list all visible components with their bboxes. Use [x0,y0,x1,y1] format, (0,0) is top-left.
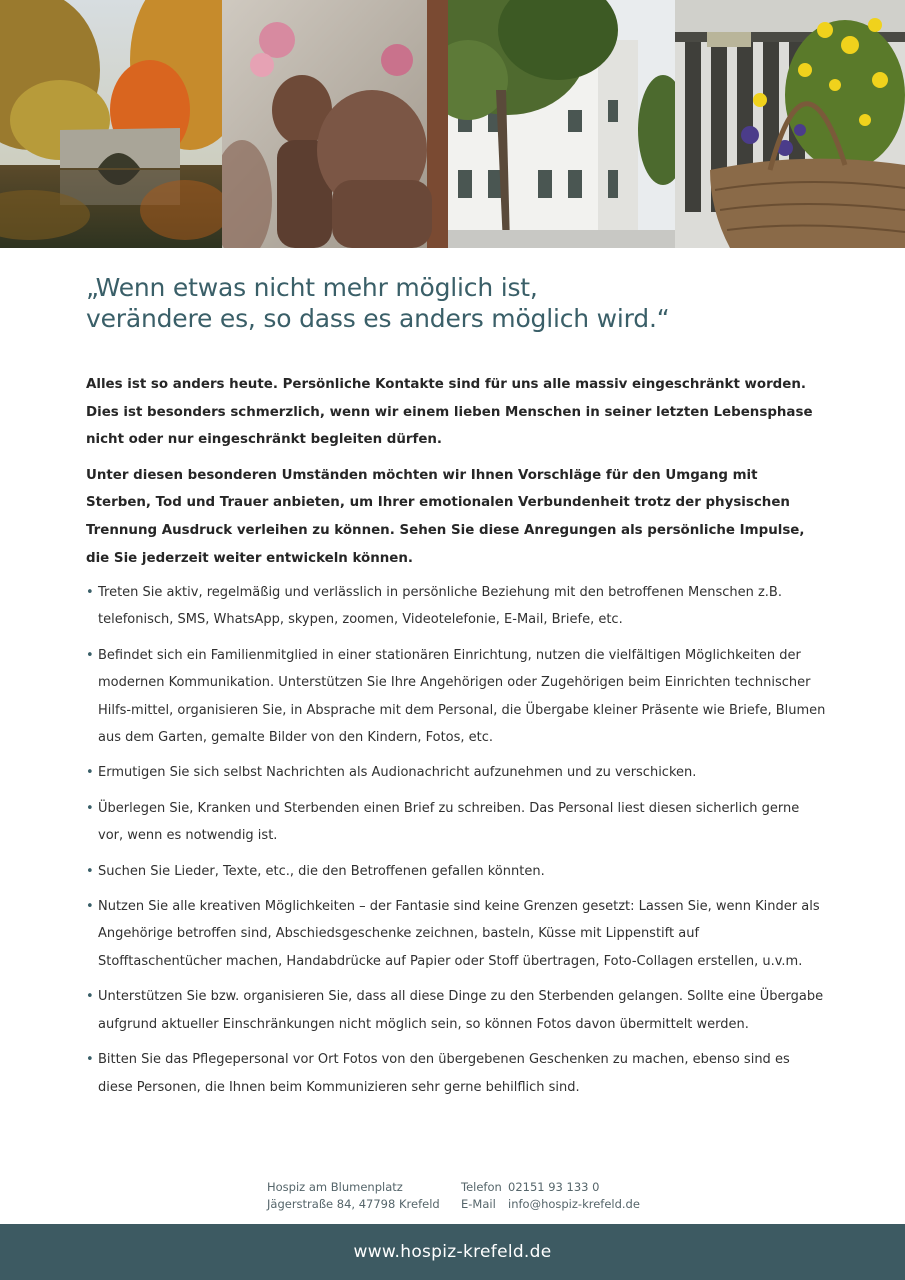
clay-figures-image [222,0,448,248]
bridge-autumn-image [0,0,222,248]
footer-bar [0,1224,905,1280]
flower-basket-image [675,0,905,248]
org-name: Hospiz am Blumenplatz [267,1180,403,1194]
bullet-icon: • [86,585,94,600]
website-link[interactable]: www.hospiz-krefeld.de [353,1242,552,1262]
footer-address-block [267,1179,440,1213]
quote-heading [86,272,846,334]
bullet-icon: • [86,647,94,663]
list-item [86,983,826,1038]
list-item-text: Überlegen Sie, Kranken und Sterbenden einen Brief zu schreiben. Das Personal liest diesen sicherlich gerne vor, wenn es notwendig ist. [98,800,800,844]
quote-line-2: verändere es, so dass es anders möglich wird.“ [86,304,670,333]
list-item-text: Treten Sie aktiv, regelmäßig und verlässlich in persönliche Beziehung mit den betroffenen Menschen z.B. telefonisch, SMS, WhatsApp, skypen, zoomen, Videotelefonie, E-Mail, Briefe, etc. [98,585,782,628]
list-item-text: Suchen Sie Lieder, Texte, etc., die den Betroffenen gefallen könnten. [98,863,545,879]
list-item-text: Befindet sich ein Familienmitglied in einer stationären Einrichtung, nutzen die vielfältigen Möglichkeiten der modernen Kommunikation. Unterstützen Sie Ihre Angehörigen oder Zugehörigen beim Einrichten technischer Hilfs-mittel, organisieren Sie, in Absprache mit dem Personal, die Übergabe kleiner Präsente wie Briefe, Blumen aus dem Garten, gemalte Bilder von den Kindern, Fotos, etc. [98,647,826,746]
intro-paragraph-2: Unter diesen besonderen Umständen möchten wir Ihnen Vorschläge für den Umgang mit Sterben, Tod und Trauer anbieten, um Ihrer emotionalen Verbundenheit trotz der physischen Trennung Ausdruck verleihen zu können. Sehen Sie diese Anregungen als persönliche Impulse, die Sie jederzeit weiter entwickeln können. [86,467,805,566]
list-item [86,893,826,975]
white-building-image [448,0,675,248]
list-item [86,858,826,885]
quote-line-1: „Wenn etwas nicht mehr möglich ist, [86,273,538,302]
list-item [86,579,826,634]
list-item-text: Ermutigen Sie sich selbst Nachrichten als Audionachricht aufzunehmen und zu verschicken. [98,765,697,781]
list-item [86,795,826,850]
email-label: E-Mail [461,1197,496,1211]
suggestion-list [86,579,826,1109]
street-address: Jägerstraße 84, 47798 Krefeld [267,1197,440,1211]
list-item-text: Nutzen Sie alle kreativen Möglichkeiten – der Fantasie sind keine Grenzen gesetzt: Lassen Sie, wenn Kinder als Angehörige betroffen sind, Abschiedsgeschenke zeichnen, basteln, Küsse mit Lippenstift auf Stofftaschentücher machen, Handabdrücke auf Papier oder Stoff übertragen, Foto-Collagen erstellen, u.v.m. [98,899,820,969]
footer-contact-block [461,1179,640,1213]
header-photo-strip [0,0,905,248]
phone-row [461,1179,640,1196]
email-link[interactable]: info@hospiz-krefeld.de [508,1197,640,1211]
email-row [461,1196,640,1213]
bullet-icon: • [86,1052,94,1068]
bullet-icon: • [86,989,94,1005]
list-item [86,1046,826,1101]
bullet-icon: • [86,765,94,781]
phone-number[interactable]: 02151 93 133 0 [508,1180,600,1194]
list-item [86,759,826,786]
bullet-icon: • [86,899,94,915]
intro-text [86,371,816,580]
bullet-icon: • [86,800,94,816]
phone-label: Telefon [461,1180,502,1194]
intro-paragraph-1: Alles ist so anders heute. Persönliche Kontakte sind für uns alle massiv eingeschränkt worden. Dies ist besonders schmerzlich, wenn wir einem lieben Menschen in seiner letzten Lebensphase nicht oder nur eingeschränkt begleiten dürfen. [86,377,813,448]
list-item-text: Bitten Sie das Pflegepersonal vor Ort Fotos von den übergebenen Geschenken zu machen, ebenso sind es diese Personen, die Ihnen beim Kommunizieren sehr gerne behilflich sind. [98,1052,790,1095]
list-item [86,642,826,752]
bullet-icon: • [86,863,94,879]
list-item-text: Unterstützen Sie bzw. organisieren Sie, dass all diese Dinge zu den Sterbenden gelangen. Sollte eine Übergabe aufgrund aktueller Einschränkungen nicht möglich sein, so können Fotos davon übermittelt werden. [98,989,824,1032]
